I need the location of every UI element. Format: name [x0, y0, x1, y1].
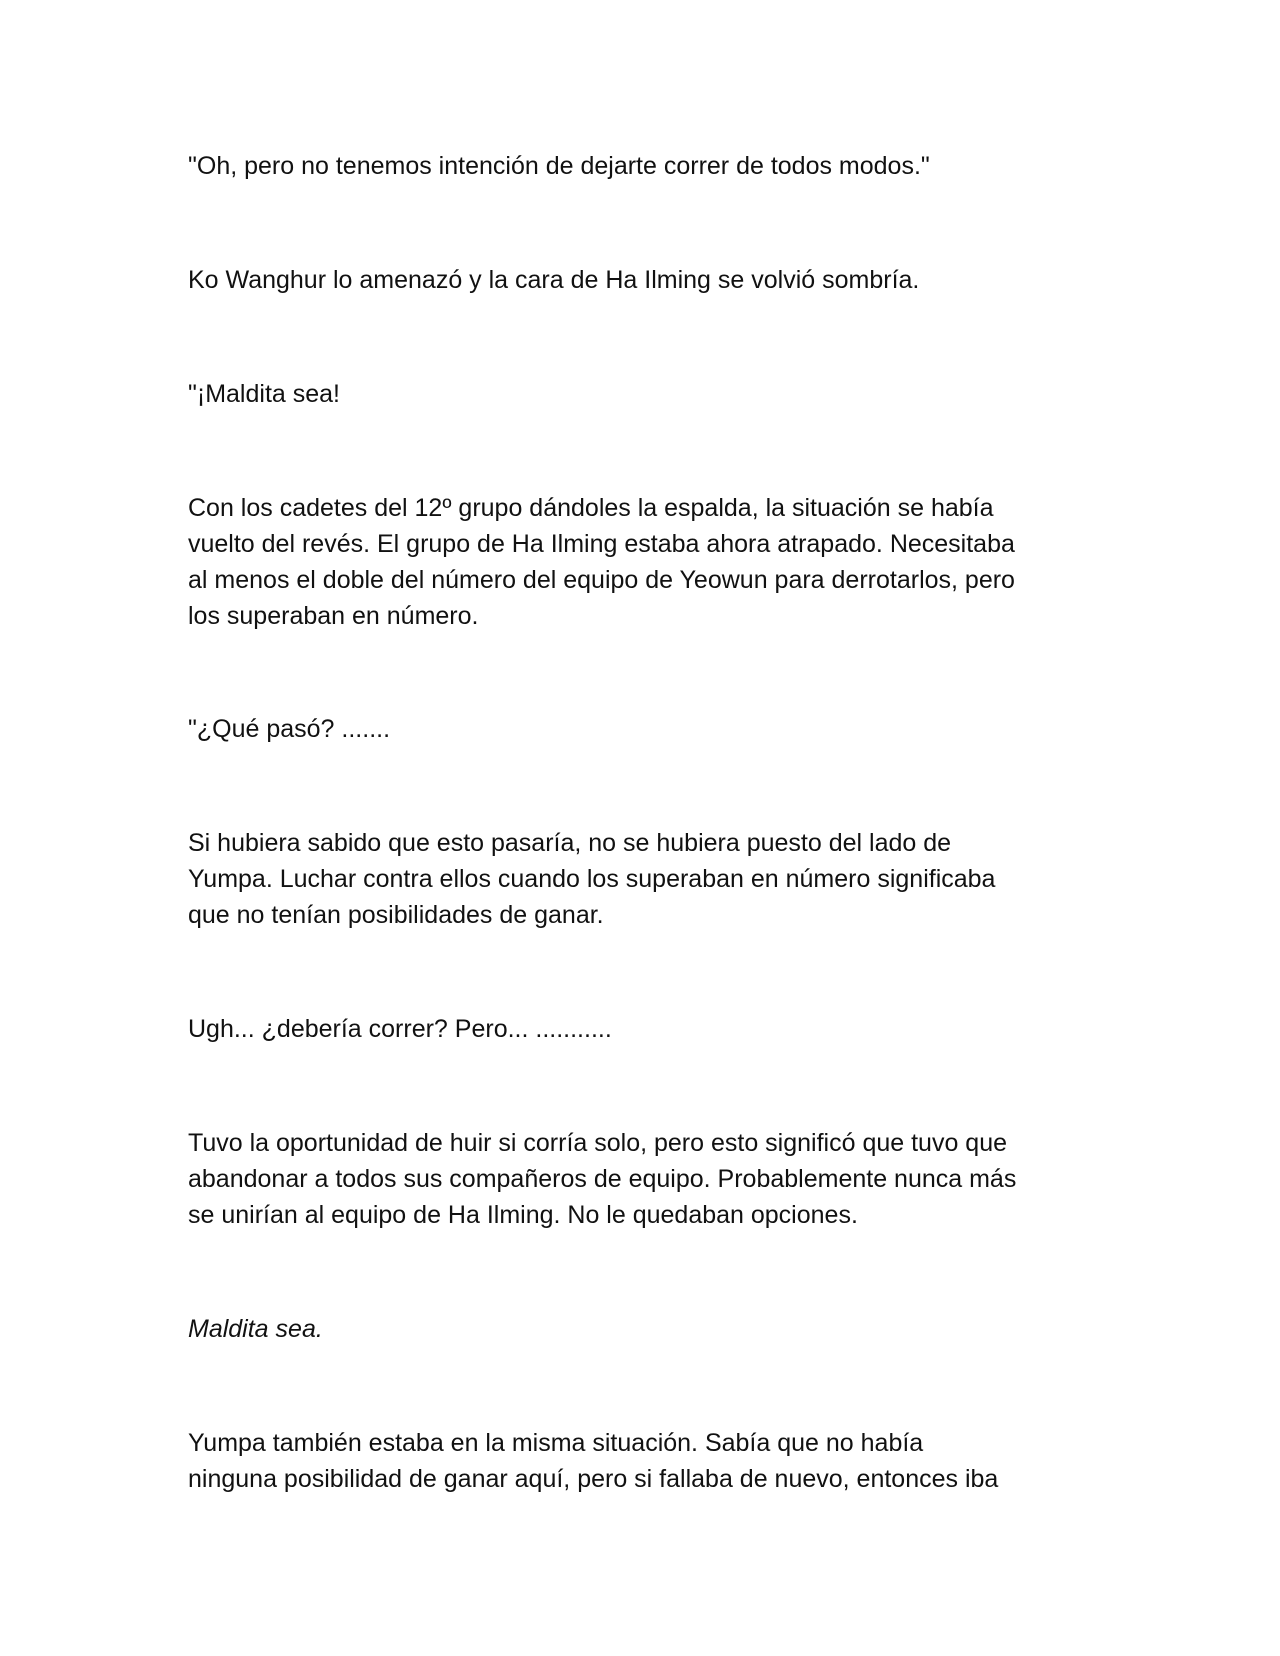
- paragraph-6: [188, 825, 1108, 933]
- text-line: Con los cadetes del 12º grupo dándoles la espalda, la situación se había: [188, 494, 994, 522]
- text-line: abandonar a todos sus compañeros de equipo. Probablemente nunca más: [188, 1165, 1017, 1193]
- paragraph-3: [188, 376, 1108, 412]
- paragraph-10: [188, 1425, 1108, 1497]
- text-line: al menos el doble del número del equipo de Yeowun para derrotarlos, pero: [188, 566, 1015, 594]
- text-line: Ko Wanghur lo amenazó y la cara de Ha Ilming se volvió sombría.: [188, 266, 920, 294]
- text-line: "¡Maldita sea!: [188, 380, 340, 408]
- paragraph-5: [188, 711, 1108, 747]
- paragraph-4: [188, 490, 1108, 634]
- text-line: Maldita sea.: [188, 1315, 323, 1343]
- text-line: se unirían al equipo de Ha Ilming. No le quedaban opciones.: [188, 1201, 858, 1229]
- text-line: ninguna posibilidad de ganar aquí, pero si fallaba de nuevo, entonces iba: [188, 1465, 999, 1493]
- paragraph-1: [188, 148, 1108, 184]
- text-line: Yumpa. Luchar contra ellos cuando los superaban en número significaba: [188, 865, 996, 893]
- text-line: "¿Qué pasó? .......: [188, 715, 391, 743]
- text-line: los superaban en número.: [188, 602, 479, 630]
- text-line: Si hubiera sabido que esto pasaría, no se hubiera puesto del lado de: [188, 829, 952, 857]
- text-line: Ugh... ¿debería correr? Pero... ...........: [188, 1015, 612, 1043]
- text-line: Yumpa también estaba en la misma situación. Sabía que no había: [188, 1429, 924, 1457]
- text-line: Tuvo la oportunidad de huir si corría solo, pero esto significó que tuvo que: [188, 1129, 1008, 1157]
- paragraph-7: [188, 1011, 1108, 1047]
- text-line: que no tenían posibilidades de ganar.: [188, 901, 604, 929]
- paragraph-2: [188, 262, 1108, 298]
- paragraph-9: [188, 1311, 1108, 1347]
- text-line: "Oh, pero no tenemos intención de dejarte correr de todos modos.": [188, 152, 930, 180]
- text-line: vuelto del revés. El grupo de Ha Ilming estaba ahora atrapado. Necesitaba: [188, 530, 1015, 558]
- paragraph-8: [188, 1125, 1108, 1233]
